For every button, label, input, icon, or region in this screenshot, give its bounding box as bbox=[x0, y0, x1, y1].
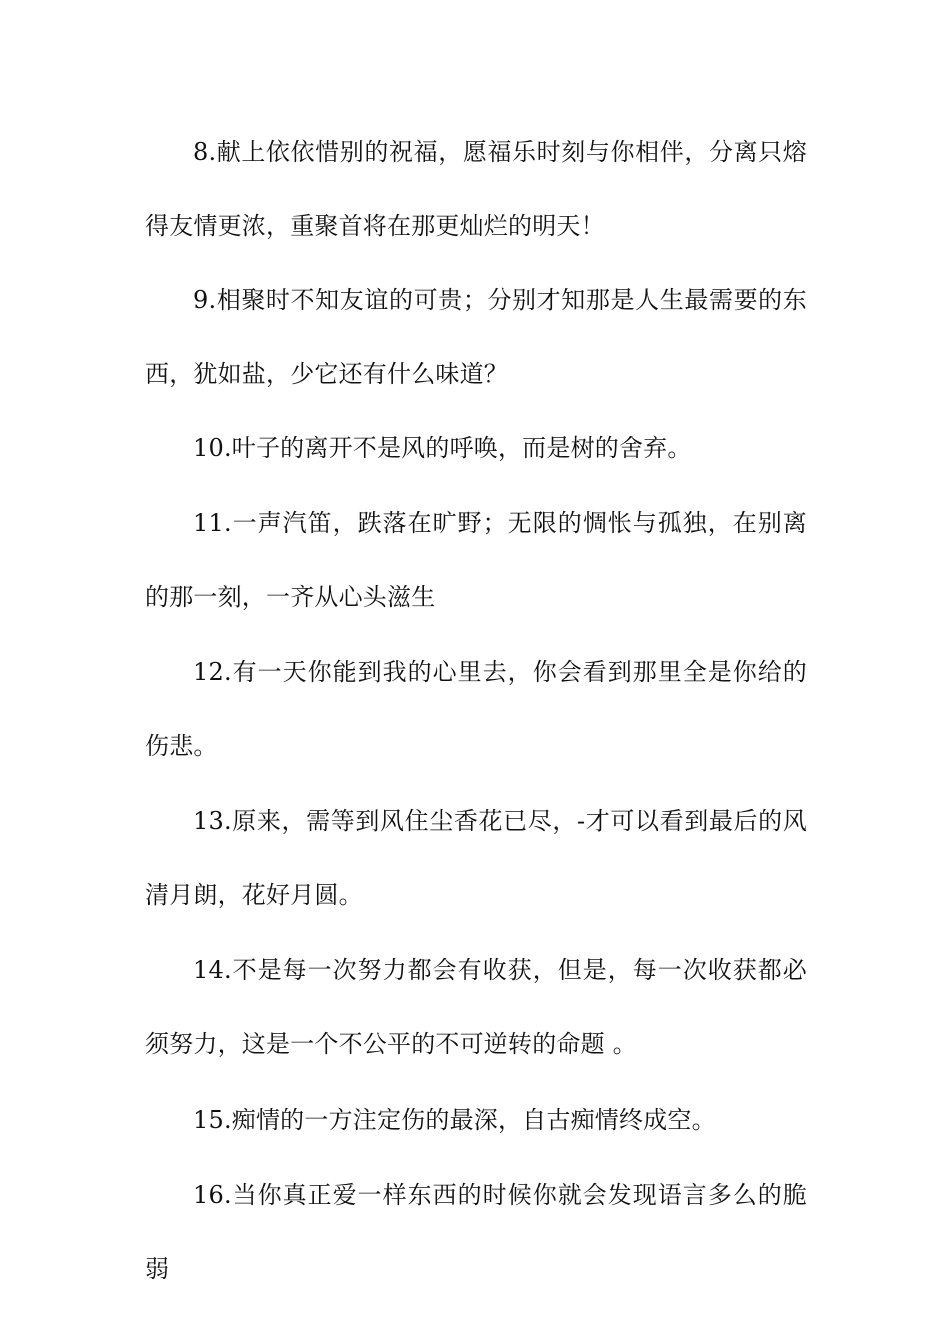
paragraph-8: 8.献上依依惜别的祝福，愿福乐时刻与你相伴，分离只熔得友情更浓，重聚首将在那更灿烂的明天！ bbox=[145, 138, 807, 240]
paragraph-16: 16.当你真正爱一样东西的时候你就会发现语言多么的脆弱 bbox=[145, 1181, 807, 1283]
paragraph-13: 13.原来，需等到风住尘香花已尽，-才可以看到最后的风清月朗，花好月圆。 bbox=[145, 807, 807, 909]
paragraph-14: 14.不是每一次努力都会有收获，但是，每一次收获都必须努力，这是一个不公平的不可逆转的命题 。 bbox=[145, 956, 807, 1058]
paragraph-9: 9.相聚时不知友谊的可贵；分别才知那是人生最需要的东西，犹如盐，少它还有什么味道？ bbox=[145, 286, 807, 388]
paragraph-15: 15.痴情的一方注定伤的最深，自古痴情终成空。 bbox=[193, 1106, 716, 1134]
paragraph-10: 10.叶子的离开不是风的呼唤，而是树的舍弃。 bbox=[193, 434, 692, 462]
paragraph-11: 11.一声汽笛，跌落在旷野；无限的惆怅与孤独，在别离的那一刻，一齐从心头滋生 bbox=[145, 509, 807, 611]
paragraph-12: 12.有一天你能到我的心里去，你会看到那里全是你给的伤悲。 bbox=[145, 658, 807, 760]
